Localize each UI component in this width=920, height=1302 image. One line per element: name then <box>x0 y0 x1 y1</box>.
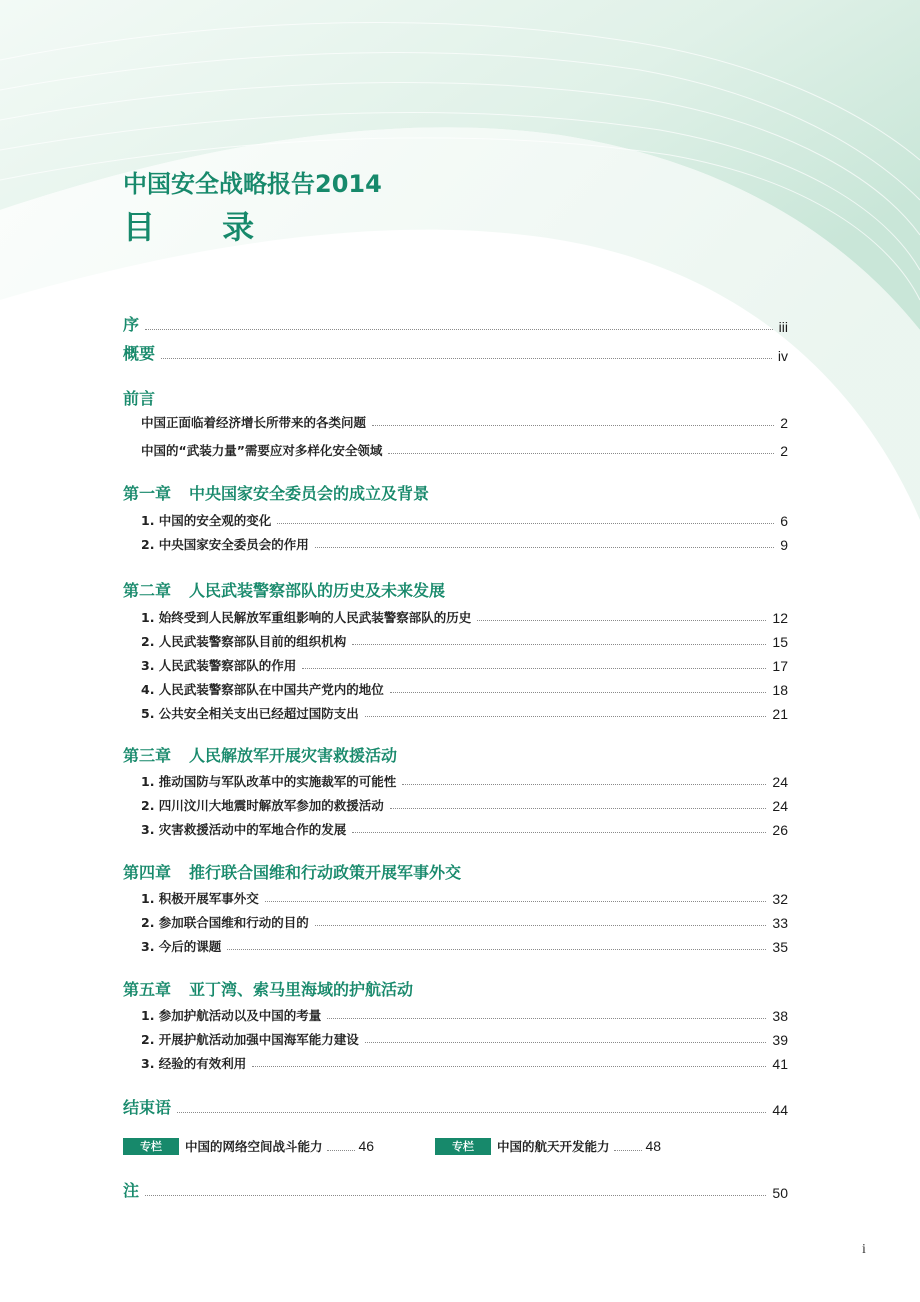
dot-leader <box>265 901 767 902</box>
toc-entry-label: 序 <box>123 315 140 334</box>
toc-entry-label: 注 <box>123 1181 140 1200</box>
dot-leader <box>177 1112 766 1113</box>
column-entry-space[interactable] <box>435 1137 661 1155</box>
section-heading-preface[interactable]: 前言 <box>123 389 156 408</box>
toc-entry-label: 中国正面临着经济增长所带来的各类问题 <box>141 415 367 430</box>
toc-entry[interactable] <box>141 413 788 431</box>
dot-leader <box>477 620 766 621</box>
toc-entry-label: 概要 <box>123 344 156 363</box>
page-number: 24 <box>772 774 788 790</box>
chapter-number: 第一章 <box>123 484 172 503</box>
toc-entry[interactable] <box>141 772 788 790</box>
page-number: 26 <box>772 822 788 838</box>
toc-entry-label: 2. 人民武装警察部队目前的组织机构 <box>141 634 347 649</box>
page-number: 48 <box>645 1138 662 1154</box>
chapter-number: 第五章 <box>123 980 172 999</box>
dot-leader <box>327 1018 766 1019</box>
page-number: 35 <box>772 939 788 955</box>
dot-leader <box>315 547 774 548</box>
page-number: 39 <box>772 1032 788 1048</box>
toc-entry-label: 中国的网络空间战斗能力 <box>185 1139 323 1154</box>
toc-entry[interactable] <box>141 1054 788 1072</box>
toc-entry-label: 1. 推动国防与军队改革中的实施裁军的可能性 <box>141 774 397 789</box>
toc-entry-label: 2. 中央国家安全委员会的作用 <box>141 537 309 552</box>
page-number: 2 <box>780 443 788 459</box>
toc-entry-summary[interactable] <box>123 341 788 364</box>
toc-entry-label: 5. 公共安全相关支出已经超过国防支出 <box>141 706 359 721</box>
page-number: 15 <box>772 634 788 650</box>
chapter-heading-4[interactable] <box>123 860 461 883</box>
chapter-heading-2[interactable] <box>123 578 445 601</box>
toc-entry[interactable] <box>141 889 788 907</box>
chapter-title: 人民解放军开展灾害救援活动 <box>189 746 398 765</box>
toc-entry-notes[interactable] <box>123 1178 788 1201</box>
column-badge: 专栏 <box>123 1138 179 1155</box>
page-number: 44 <box>772 1102 788 1118</box>
chapter-number: 第三章 <box>123 746 172 765</box>
dot-leader <box>402 784 766 785</box>
dot-leader <box>365 1042 767 1043</box>
toc-entry-label: 1. 中国的安全观的变化 <box>141 513 272 528</box>
page-number: 21 <box>772 706 788 722</box>
dot-leader <box>390 808 767 809</box>
page-number: 18 <box>772 682 788 698</box>
page-number: 6 <box>780 513 788 529</box>
toc-entry-label: 3. 人民武装警察部队的作用 <box>141 658 297 673</box>
toc-entry-label: 2. 开展护航活动加强中国海军能力建设 <box>141 1032 359 1047</box>
column-entry-cyber[interactable] <box>123 1137 374 1155</box>
page-number: 32 <box>772 891 788 907</box>
chapter-heading-1[interactable] <box>123 481 429 504</box>
toc-entry-label: 3. 今后的课题 <box>141 939 222 954</box>
toc-entry-label: 3. 灾害救援活动中的军地合作的发展 <box>141 822 347 837</box>
toc-entry[interactable] <box>141 796 788 814</box>
page-number: 41 <box>772 1056 788 1072</box>
toc-entry-label: 1. 积极开展军事外交 <box>141 891 259 906</box>
dot-leader <box>145 1195 766 1196</box>
page-number: 24 <box>772 798 788 814</box>
page-number: 46 <box>358 1138 375 1154</box>
toc-entry[interactable] <box>141 913 788 931</box>
dot-leader <box>390 692 767 693</box>
toc-entry-label: 2. 参加联合国维和行动的目的 <box>141 915 309 930</box>
toc-entry[interactable] <box>141 656 788 674</box>
dot-leader <box>352 832 766 833</box>
toc-entry-label: 3. 经验的有效利用 <box>141 1056 247 1071</box>
toc-entry[interactable] <box>141 441 788 459</box>
dot-leader <box>277 523 774 524</box>
dot-leader <box>315 925 767 926</box>
toc-title: 目 录 <box>123 208 283 246</box>
dot-leader <box>302 668 766 669</box>
toc-entry[interactable] <box>141 680 788 698</box>
page-number: 33 <box>772 915 788 931</box>
toc-entry-label: 中国的航天开发能力 <box>497 1139 610 1154</box>
toc-entry-label: 中国的“武装力量”需要应对多样化安全领域 <box>141 443 383 458</box>
toc-entry-conclusion[interactable] <box>123 1095 788 1118</box>
toc-entry[interactable] <box>141 937 788 955</box>
page-folio: i <box>862 1242 866 1257</box>
page-number: 9 <box>780 537 788 553</box>
toc-entry[interactable] <box>141 820 788 838</box>
page-number: iii <box>778 319 788 335</box>
toc-entry[interactable] <box>141 704 788 722</box>
toc-entry[interactable] <box>141 511 788 529</box>
toc-entry[interactable] <box>141 535 788 553</box>
chapter-title: 中央国家安全委员会的成立及背景 <box>189 484 430 503</box>
page-number: 12 <box>772 610 788 626</box>
toc-entry-label: 2. 四川汶川大地震时解放军参加的救援活动 <box>141 798 384 813</box>
page-number: 38 <box>772 1008 788 1024</box>
chapter-title: 推行联合国维和行动政策开展军事外交 <box>189 863 462 882</box>
toc-entry[interactable] <box>141 608 788 626</box>
dot-leader <box>252 1066 766 1067</box>
dot-leader <box>614 1150 642 1151</box>
toc-entry-label: 结束语 <box>123 1098 172 1117</box>
page-number: 17 <box>772 658 788 674</box>
dot-leader <box>388 453 774 454</box>
page-number: iv <box>777 348 788 364</box>
report-title: 中国安全战略报告2014 <box>123 170 382 198</box>
dot-leader <box>365 716 767 717</box>
toc-entry-preface-intro[interactable] <box>123 312 788 335</box>
toc-entry[interactable] <box>141 1030 788 1048</box>
dot-leader <box>145 329 773 330</box>
toc-entry[interactable] <box>141 632 788 650</box>
toc-entry-label: 1. 始终受到人民解放军重组影响的人民武装警察部队的历史 <box>141 610 472 625</box>
dot-leader <box>327 1150 355 1151</box>
chapter-title: 人民武装警察部队的历史及未来发展 <box>189 581 446 600</box>
chapter-title: 亚丁湾、索马里海域的护航活动 <box>189 980 414 999</box>
toc-entry-label: 4. 人民武装警察部队在中国共产党内的地位 <box>141 682 384 697</box>
dot-leader <box>161 358 772 359</box>
page-number: 50 <box>772 1185 788 1201</box>
column-badge: 专栏 <box>435 1138 491 1155</box>
chapter-heading-3[interactable] <box>123 743 397 766</box>
dot-leader <box>227 949 766 950</box>
chapter-number: 第四章 <box>123 863 172 882</box>
dot-leader <box>352 644 766 645</box>
toc-entry[interactable] <box>141 1006 788 1024</box>
toc-entry-label: 1. 参加护航活动以及中国的考量 <box>141 1008 322 1023</box>
chapter-number: 第二章 <box>123 581 172 600</box>
page-number: 2 <box>780 415 788 431</box>
dot-leader <box>372 425 774 426</box>
chapter-heading-5[interactable] <box>123 977 413 1000</box>
